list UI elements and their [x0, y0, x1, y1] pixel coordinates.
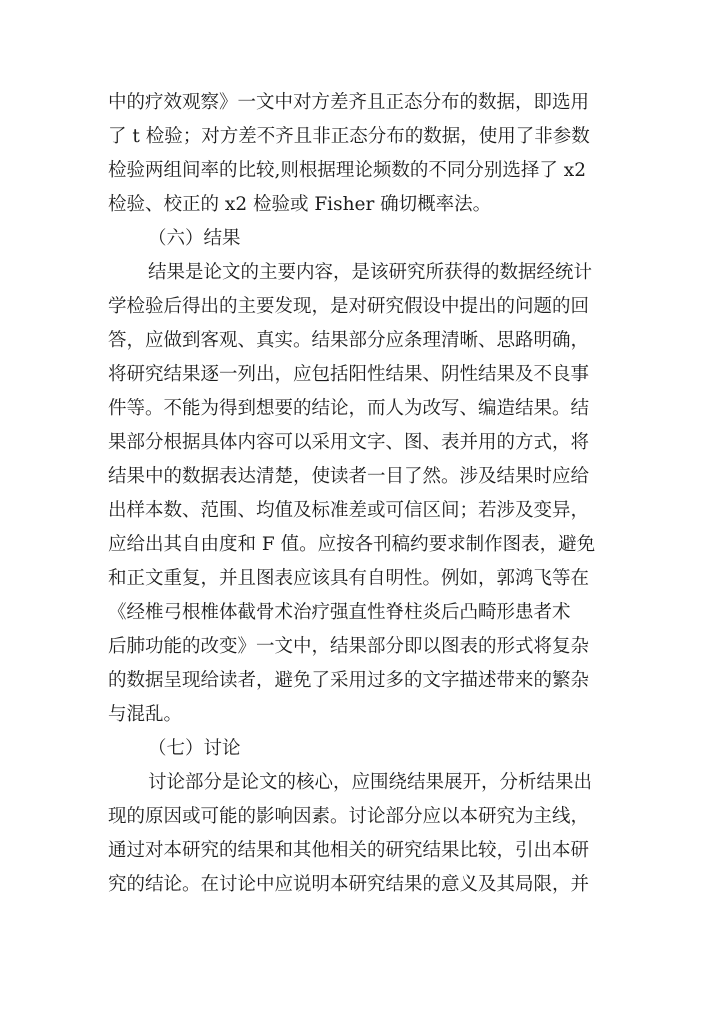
- section-heading-discussion: （七）讨论: [148, 738, 241, 759]
- text-line: 中的疗效观察》一文中对方差齐且正态分布的数据，即选用: [108, 92, 590, 113]
- text-line: 了 t 检验；对方差不齐且非正态分布的数据，使用了非参数: [108, 126, 590, 147]
- text-line: 通过对本研究的结果和其他相关的研究结果比较，引出本研: [108, 840, 590, 861]
- text-line: 答，应做到客观、真实。结果部分应条理清晰、思路明确，: [108, 330, 590, 351]
- text-line: 和正文重复，并且图表应该具有自明性。例如，郭鸿飞等在: [108, 568, 590, 589]
- text-line: 结果中的数据表达清楚，使读者一目了然。涉及结果时应给: [108, 466, 590, 487]
- text-line: 将研究结果逐一列出，应包括阳性结果、阴性结果及不良事: [108, 364, 590, 385]
- text-line: 讨论部分是论文的核心，应围绕结果展开，分析结果出: [148, 772, 593, 793]
- text-line: 《经椎弓根椎体截骨术治疗强直性脊柱炎后凸畸形患者术: [108, 602, 571, 623]
- document-body: [108, 86, 628, 902]
- text-line: 的数据呈现给读者，避免了采用过多的文字描述带来的繁杂: [108, 670, 590, 691]
- text-line: 出样本数、范围、均值及标准差或可信区间；若涉及变异，: [108, 500, 590, 521]
- text-line: 后肺功能的改变》一文中，结果部分即以图表的形式将复杂: [108, 636, 590, 657]
- text-line: 果部分根据具体内容可以采用文字、图、表并用的方式，将: [108, 432, 590, 453]
- text-line: 检验、校正的 x2 检验或 Fisher 确切概率法。: [108, 194, 492, 215]
- text-line: 究的结论。在讨论中应说明本研究结果的意义及其局限，并: [108, 874, 590, 895]
- text-line: 与混乱。: [108, 704, 183, 725]
- text-line: 现的原因或可能的影响因素。讨论部分应以本研究为主线，: [108, 806, 590, 827]
- text-line: 检验两组间率的比较,则根据理论频数的不同分别选择了 x2: [108, 160, 586, 181]
- text-line: 件等。不能为得到想要的结论，而人为改写、编造结果。结: [108, 398, 590, 419]
- text-line: 结果是论文的主要内容，是该研究所获得的数据经统计: [148, 262, 593, 283]
- text-line: 应给出其自由度和 F 值。应按各刊稿约要求制作图表，避免: [108, 534, 596, 555]
- text-line: 学检验后得出的主要发现，是对研究假设中提出的问题的回: [108, 296, 590, 317]
- section-heading-results: （六）结果: [148, 228, 241, 249]
